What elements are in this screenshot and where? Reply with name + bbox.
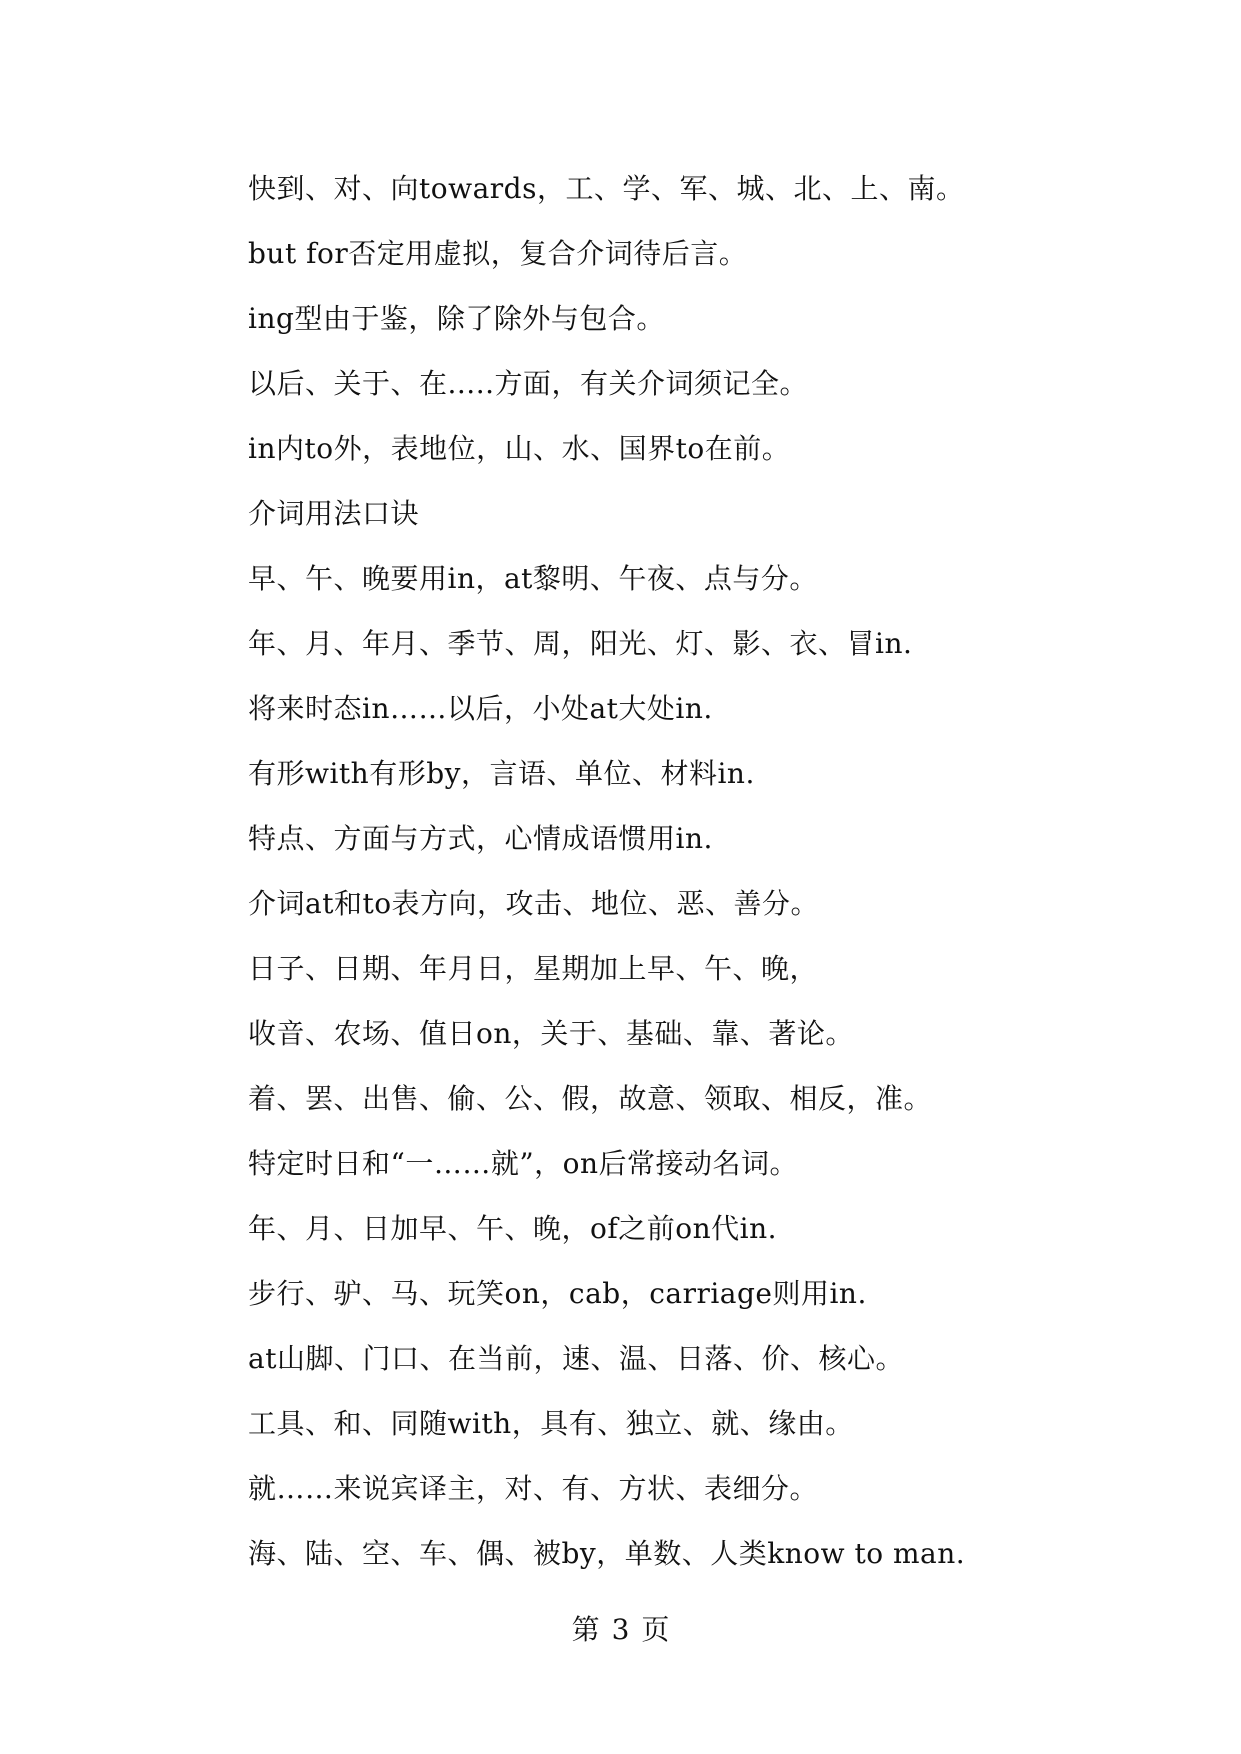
text-line: at山脚、门口、在当前，速、温、日落、价、核心。: [248, 1342, 904, 1375]
page-number: 3: [611, 1613, 630, 1646]
page-footer: [0, 1610, 1241, 1650]
text-line: 介词at和to表方向，攻击、地位、恶、善分。: [248, 887, 820, 920]
text-line: 步行、驴、马、玩笑on，cab，carriage则用in.: [248, 1277, 867, 1310]
text-line: 年、月、年月、季节、周，阳光、灯、影、衣、冒in.: [248, 627, 913, 660]
section-heading: 介词用法口诀: [248, 497, 420, 530]
text-line: 收音、农场、值日on，关于、基础、靠、著论。: [248, 1017, 854, 1050]
text-line: 早、午、晚要用in，at黎明、午夜、点与分。: [248, 562, 818, 595]
text-line: 海、陆、空、车、偶、被by，单数、人类know to man.: [248, 1537, 966, 1570]
page-label-suffix: 页: [641, 1613, 670, 1646]
text-line: 就……来说宾译主，对、有、方状、表细分。: [248, 1472, 819, 1505]
text-line: 特点、方面与方式，心情成语惯用in.: [248, 822, 713, 855]
text-line: 快到、对、向towards，工、学、军、城、北、上、南。: [248, 172, 965, 205]
text-line: 特定时日和“一……就”，on后常接动名词。: [248, 1147, 799, 1180]
text-line: 将来时态in……以后，小处at大处in.: [248, 692, 713, 725]
text-line: 年、月、日加早、午、晚，of之前on代in.: [248, 1212, 778, 1245]
text-line: 有形with有形by，言语、单位、材料in.: [248, 757, 755, 790]
text-line: 以后、关于、在.....方面，有关介词须记全。: [248, 367, 809, 400]
text-line: 工具、和、同随with，具有、独立、就、缘由。: [248, 1407, 854, 1440]
text-line: ing型由于鉴，除了除外与包合。: [248, 302, 665, 335]
body-text: [248, 156, 1028, 1586]
text-line: 着、罢、出售、偷、公、假，故意、领取、相反，准。: [248, 1082, 933, 1115]
text-line: but for否定用虚拟，复合介词待后言。: [248, 237, 748, 270]
text-line: 日子、日期、年月日，星期加上早、午、晚，: [248, 952, 819, 985]
page-label-prefix: 第: [571, 1613, 600, 1646]
text-line: in内to外，表地位，山、水、国界to在前。: [248, 432, 791, 465]
